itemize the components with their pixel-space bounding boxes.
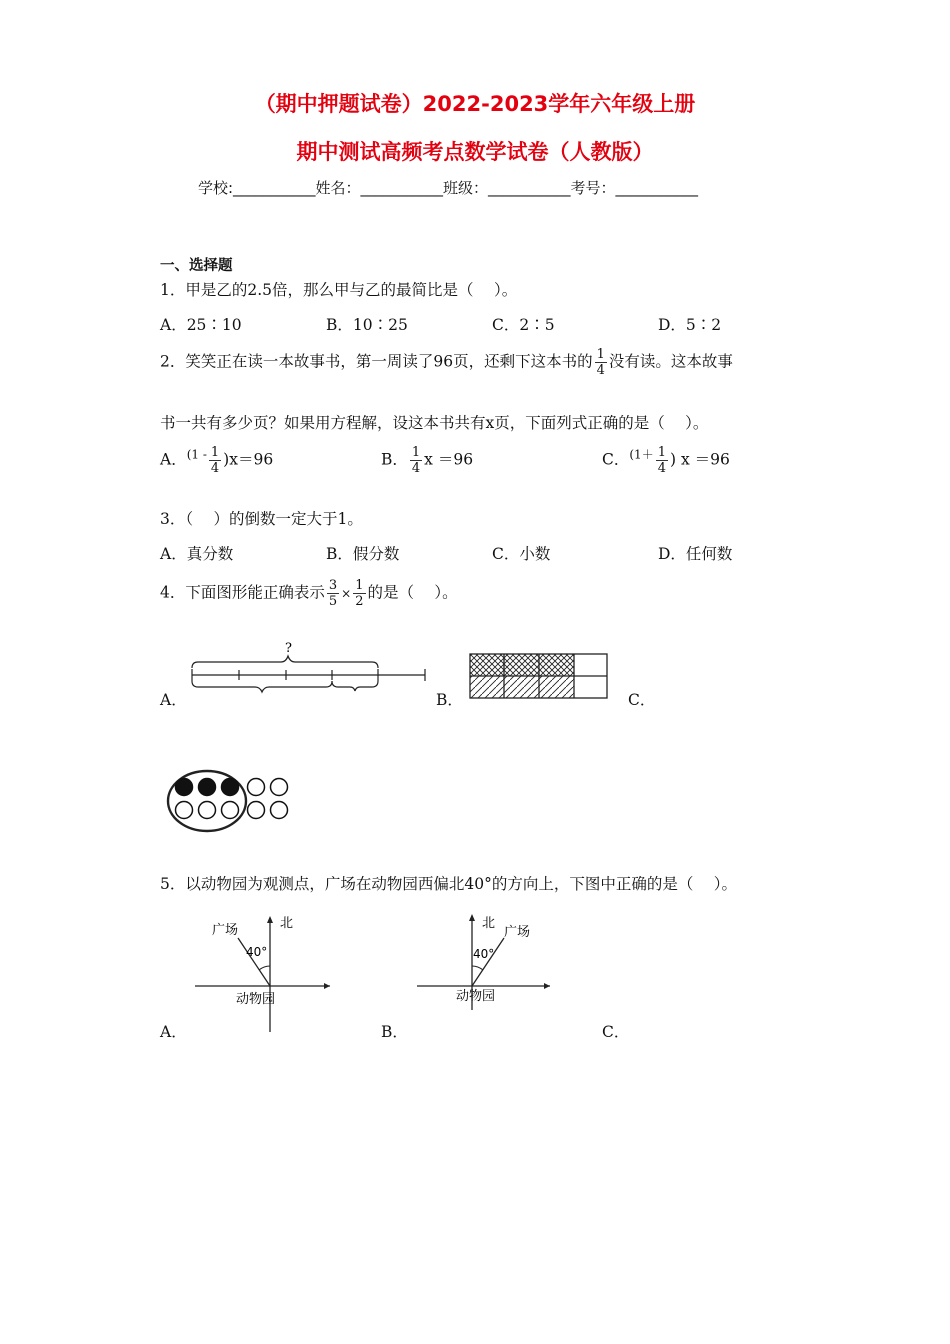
q3-option-c[interactable]: C．小数 (492, 545, 551, 563)
fraction-one-half: $\frac{1}{2}$ (355, 578, 364, 609)
q1-option-b[interactable]: B．10∶25 (326, 316, 408, 334)
q4-figure-c-circles (164, 768, 294, 838)
fraction-one-quarter: $\frac{1}{4}$ (596, 347, 605, 378)
question-1-stem: 1．甲是乙的2.5倍，那么甲与乙的最简比是（ ）。 (160, 281, 518, 299)
q2-option-a[interactable]: A．$^{(1 -}$ $\frac{1}{4}$ )x＝96 (160, 445, 274, 476)
q2-option-b[interactable]: B． $\frac{1}{4}$ x ＝96 (381, 445, 474, 476)
question-mark-label: ? (285, 641, 292, 656)
svg-text:广场: 广场 (504, 925, 531, 940)
svg-text:动物园: 动物园 (456, 989, 496, 1004)
question-4-stem: 4．下面图形能正确表示 $\frac{3}{5}$ × $\frac{1}{2}$ 的是（ ）。 (160, 578, 458, 609)
q5-figure-b-compass (412, 910, 562, 1040)
q4-option-b-label[interactable]: B． (436, 691, 463, 709)
q1-option-a[interactable]: A．25∶10 (160, 316, 242, 334)
q4-option-c-label[interactable]: C． (628, 691, 656, 709)
angle-label: 40° (246, 945, 268, 959)
title-line-1: （期中押题试卷）2022-2023学年六年级上册 (254, 92, 696, 116)
q3-option-d[interactable]: D．任何数 (658, 545, 733, 563)
q2-option-c[interactable]: C．$^{(1+}$ $\frac{1}{4}$ ) x ＝96 (602, 445, 730, 476)
q4-figure-b-grid (468, 652, 610, 702)
question-2-stem-continued: 书一共有多少页？如果用方程解，设这本书共有x页，下面列式正确的是（ ）。 (160, 414, 709, 432)
q1-option-c[interactable]: C．2∶5 (492, 316, 555, 334)
question-3-stem: 3．（ ）的倒数一定大于1。 (160, 510, 363, 528)
q5-option-c-label[interactable]: C． (602, 1023, 630, 1041)
north-label: 北 (280, 916, 294, 931)
q2-stem-part-a: 2．笑笑正在读一本故事书，第一周读了96页，还剩下这本书的 (160, 352, 593, 371)
student-info-line: 学校:___________姓名：___________班级：___________考号：___________ (198, 179, 699, 197)
q4-figure-a-brace-diagram (185, 636, 430, 696)
q3-option-a[interactable]: A．真分数 (160, 545, 234, 563)
q4-option-a-label[interactable]: A． (160, 691, 187, 709)
q3-option-b[interactable]: B．假分数 (326, 545, 400, 563)
zoo-label: 动物园 (236, 992, 276, 1007)
svg-text:北: 北 (482, 916, 496, 931)
q5-figure-a-compass (190, 910, 340, 1040)
q5-option-a-label[interactable]: A． (160, 1023, 187, 1041)
q2-stem-part-b: 没有读。这本故事 (608, 352, 733, 371)
question-5-stem: 5．以动物园为观测点，广场在动物园西偏北40°的方向上，下图中正确的是（ ）。 (160, 875, 738, 893)
section-heading: 一、选择题 (160, 258, 233, 274)
plaza-label: 广场 (212, 923, 239, 938)
q5-option-b-label[interactable]: B． (381, 1023, 408, 1041)
question-2-stem (160, 347, 733, 378)
svg-text:40°: 40° (473, 947, 495, 961)
q1-option-d[interactable]: D．5∶2 (658, 316, 722, 334)
fraction-three-fifths: $\frac{3}{5}$ (328, 578, 338, 609)
title-line-2: 期中测试高频考点数学试卷（人教版） (296, 140, 654, 164)
